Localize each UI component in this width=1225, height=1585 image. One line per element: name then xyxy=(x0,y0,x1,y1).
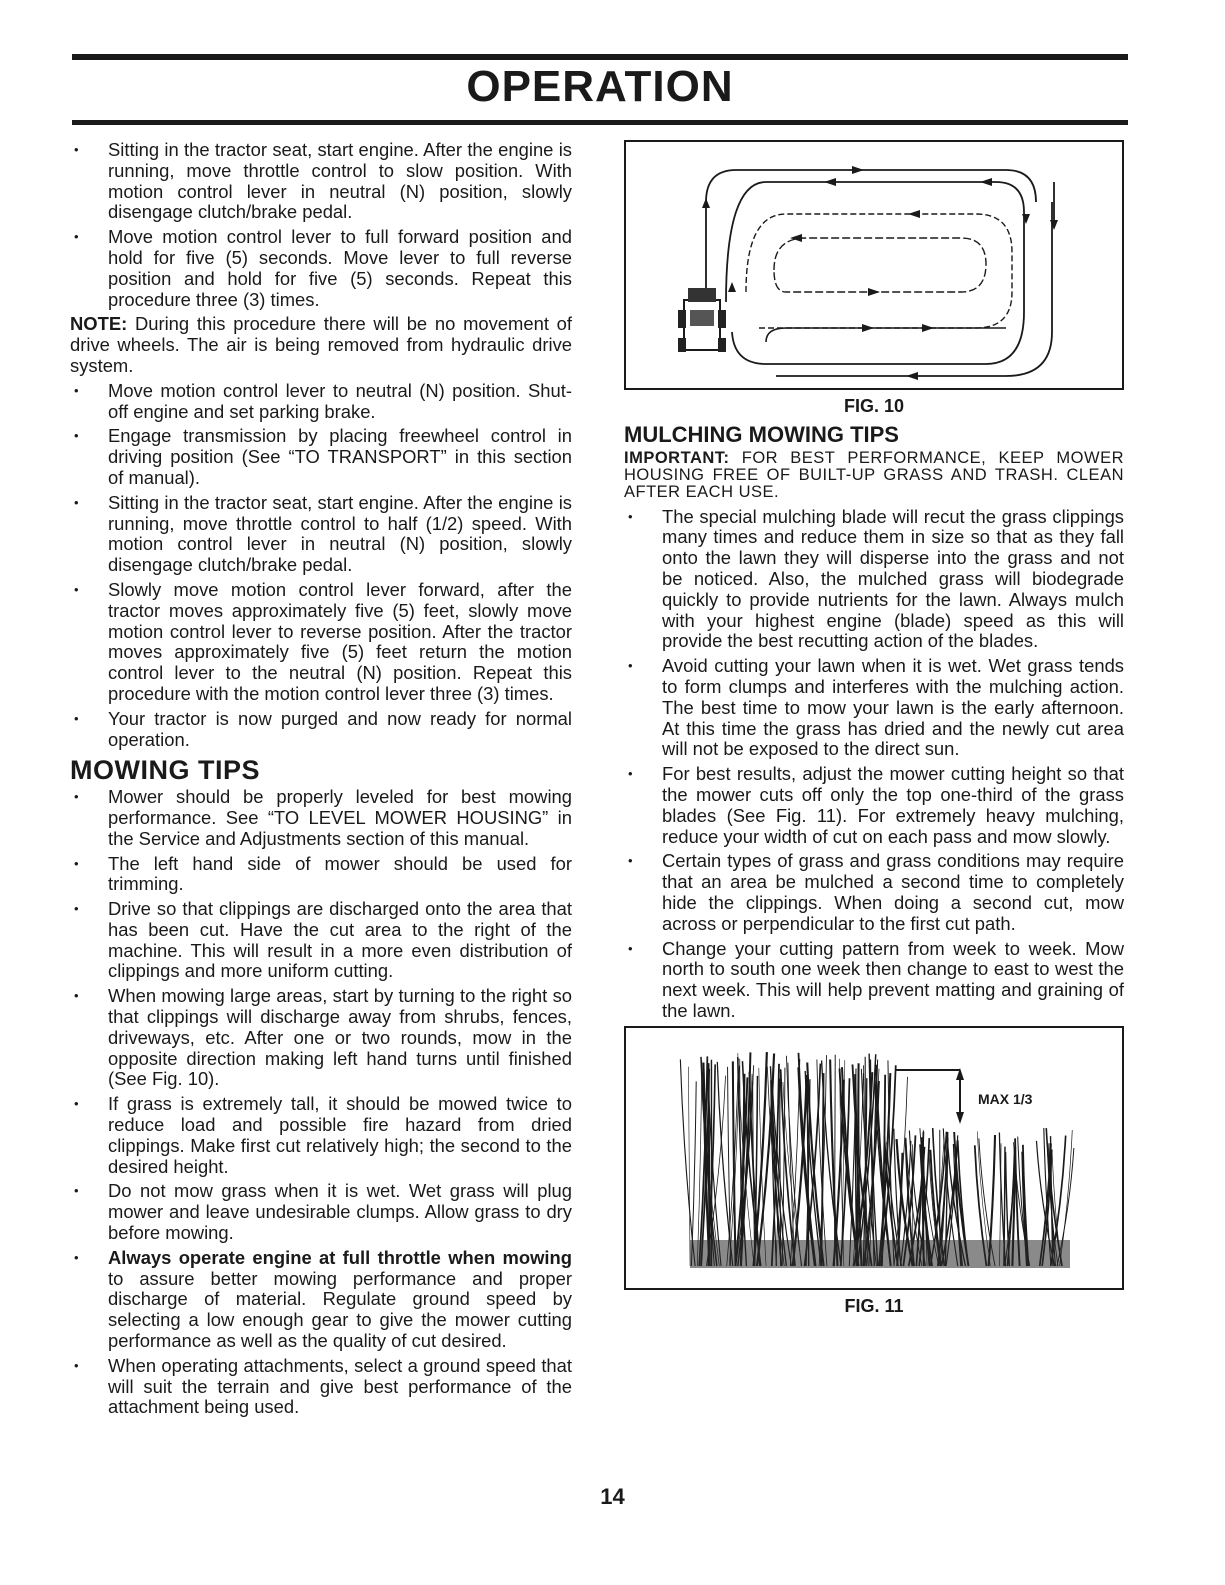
list-item: • The left hand side of mower should be used for trimming. xyxy=(70,854,572,896)
note-text: During this procedure there will be no movement of drive wheels. The air is being removed from hydraulic drive system. xyxy=(70,313,572,376)
page-number: 14 xyxy=(600,1484,625,1509)
right-column xyxy=(624,140,1124,1317)
note-label: NOTE: xyxy=(70,313,128,335)
list-item: • When operating attachments, select a ground speed that will suit the terrain and give best performance of the attachment being used. xyxy=(70,1356,572,1418)
grass-height-diagram xyxy=(626,1028,1122,1288)
full-throttle-text: to assure better mowing performance and proper discharge of material. Regulate ground speed by selecting a low enough gear to give the mower cutting performance as well as the quality of cut desired. xyxy=(108,1267,572,1352)
list-item: • Sitting in the tractor seat, start engine. After the engine is running, move throttle control to slow position. With motion control lever in neutral (N) position, slowly disengage clutch/brake pedal. xyxy=(70,140,572,223)
tractor-icon xyxy=(678,288,726,352)
important-text: FOR BEST PERFORMANCE, KEEP MOWER HOUSING FREE OF BUILT-UP GRASS AND TRASH. CLEAN AFTER EACH USE. xyxy=(624,448,1124,501)
fig-10-box xyxy=(624,140,1124,390)
list-item: • Move motion control lever to full forward position and hold for five (5) seconds. Move lever to full reverse position and hold for five (5) seconds. Repeat this procedure three (3) times. xyxy=(70,227,572,310)
page-title: OPERATION xyxy=(466,62,734,111)
mulching-tips-heading: MULCHING MOWING TIPS xyxy=(624,421,899,447)
list-item: • The special mulching blade will recut the grass clippings many times and reduce them in size so that as they fall onto the lawn they will disperse into the grass and not be noticed. Also, the mulched grass will biodegrade quickly to provide nutrients for the lawn. Always mulch with your highest engine (blade) speed as this will provide the best recutting action of the blades. xyxy=(624,507,1124,653)
list-item: • Slowly move motion control lever forward, after the tractor moves approximately five (5) feet, slowly move motion control lever to reverse position. After the tractor moves approximately five (5) feet return the motion control lever to the neutral (N) position. Repeat this procedure with the motion control lever three (3) times. xyxy=(70,580,572,705)
list-item: • Mower should be properly leveled for best mowing performance. See “TO LEVEL MOWER HOUSING” in the Service and Adjustments section of this manual. xyxy=(70,787,572,849)
header-rule-top xyxy=(72,54,1128,60)
important-label: IMPORTANT: xyxy=(624,448,730,467)
list-item: • Avoid cutting your lawn when it is wet. Wet grass tends to form clumps and interferes with the mulching action. The best time to mow your lawn is the early afternoon. At this time the grass has dried and the newly cut area will not be exposed to the direct sun. xyxy=(624,656,1124,760)
list-item: • When mowing large areas, start by turning to the right so that clippings will discharge away from shrubs, fences, driveways, etc. After one or two rounds, mow in the opposite direction making left hand turns until finished (See Fig. 10). xyxy=(70,986,572,1090)
purge-steps-list-1 xyxy=(70,140,572,310)
list-item: • If grass is extremely tall, it should be mowed twice to reduce load and possible fire hazard from dried clippings. Make first cut relatively high; the second to the desired height. xyxy=(70,1094,572,1177)
max-third-label: MAX 1/3 xyxy=(978,1090,1033,1107)
full-throttle-bold: Always operate engine at full throttle when mowing xyxy=(108,1246,572,1268)
mowing-tips-list xyxy=(70,787,572,1418)
list-item: • Change your cutting pattern from week to week. Mow north to south one week then change to east to west the next week. This will help prevent matting and graining of the lawn. xyxy=(624,939,1124,1022)
list-item: • For best results, adjust the mower cutting height so that the mower cuts off only the top one-third of the grass blades (See Fig. 11). For extremely heavy mulching, reduce your width of cut on each pass and mow slowly. xyxy=(624,764,1124,847)
fig-10-caption: FIG. 10 xyxy=(843,396,905,416)
purge-steps-list-2 xyxy=(70,381,572,751)
list-item: • Do not mow grass when it is wet. Wet grass will plug mower and leave undesirable clumps. Allow grass to dry before mowing. xyxy=(70,1181,572,1243)
mowing-tips-heading: MOWING TIPS xyxy=(70,755,260,786)
fig-11-box xyxy=(624,1026,1124,1290)
important-paragraph xyxy=(624,450,1124,501)
note-paragraph xyxy=(70,314,572,376)
list-item: • Your tractor is now purged and now ready for normal operation. xyxy=(70,709,572,751)
list-item: • Certain types of grass and grass conditions may require that an area be mulched a second time to completely hide the clippings. When doing a second cut, mow across or perpendicular to the first cut path. xyxy=(624,851,1124,934)
left-column xyxy=(70,140,572,1422)
list-item: • Drive so that clippings are discharged onto the area that has been cut. Have the cut area to the right of the machine. This will result in a more even distribution of clippings and more uniform cutting. xyxy=(70,899,572,982)
list-item: • Sitting in the tractor seat, start engine. After the engine is running, move throttle control to half (1/2) speed. With motion control lever in neutral (N) position, slowly disengage clutch/brake pedal. xyxy=(70,493,572,576)
fig-11-caption: FIG. 11 xyxy=(844,1295,904,1316)
mowing-pattern-diagram xyxy=(626,142,1122,388)
list-item xyxy=(70,1248,572,1352)
grass-illustration xyxy=(680,1052,1073,1268)
header-rule-bottom xyxy=(72,120,1128,125)
mulching-tips-list xyxy=(624,507,1124,1022)
list-item: • Move motion control lever to neutral (N) position. Shut-off engine and set parking brake. xyxy=(70,381,572,423)
list-item: • Engage transmission by placing freewheel control in driving position (See “TO TRANSPORT” in this section of manual). xyxy=(70,426,572,488)
